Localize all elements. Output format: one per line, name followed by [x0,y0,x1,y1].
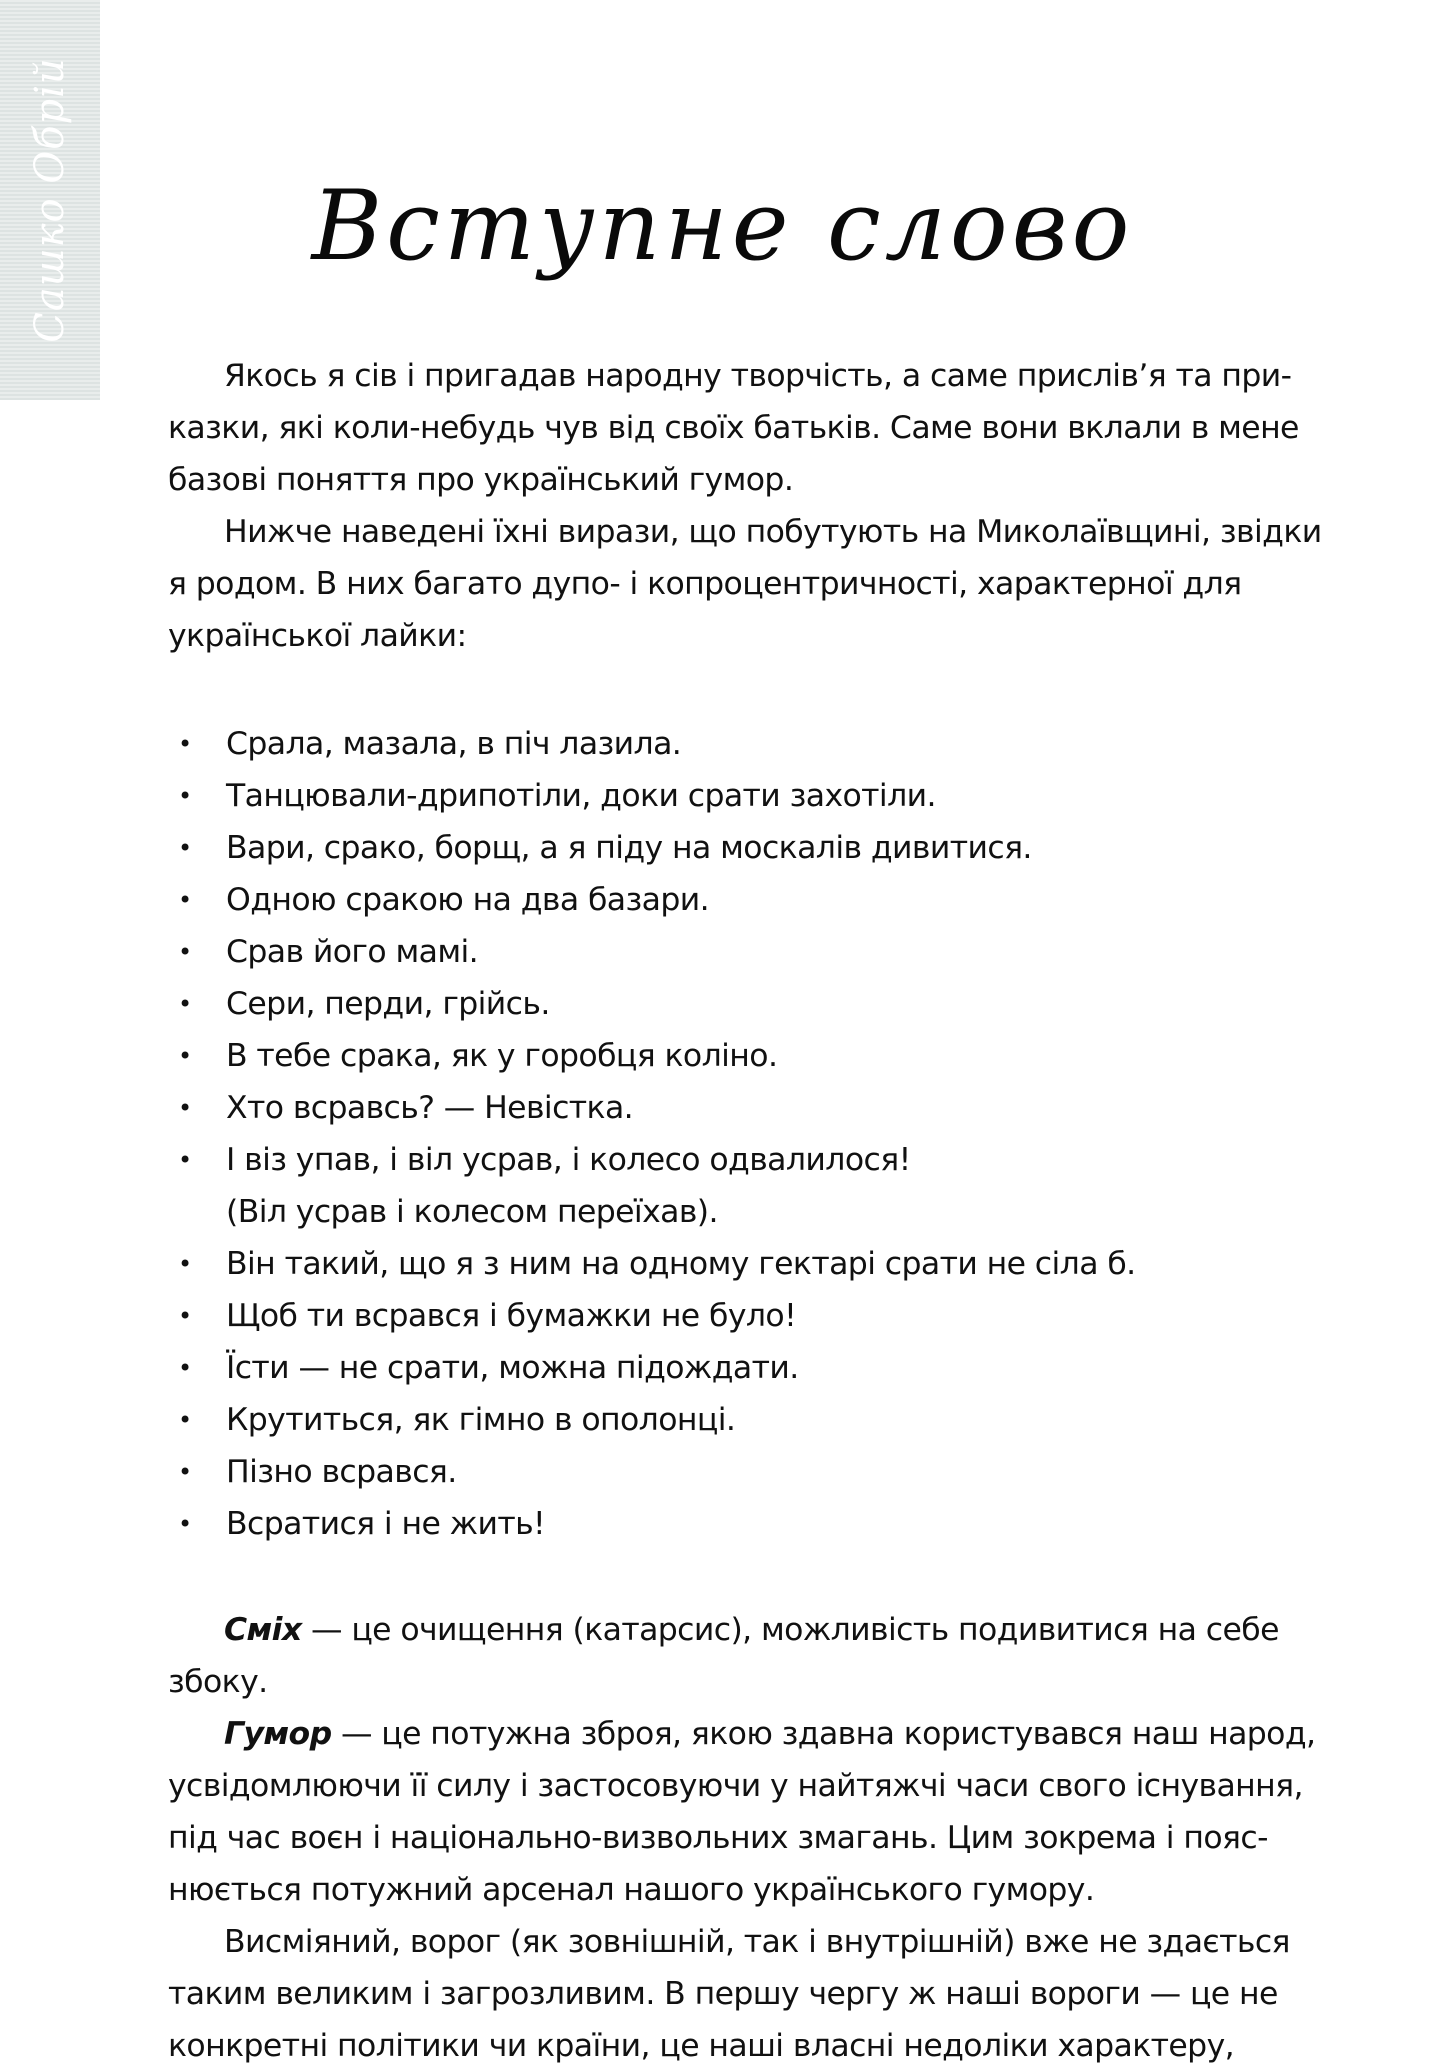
sayings-list [168,718,1338,1550]
list-item: • Хто всравсь? — Невістка. [168,1082,1338,1134]
list-item: • Він такий, що я з ним на одному гектарі срати не сіла б. [168,1238,1338,1290]
text-line: української лайки: [168,618,467,654]
text-line: під час воєн і національно-визвольних змагань. Цим зокрема і пояс- [168,1820,1268,1856]
term-smikh: Сміх [224,1612,302,1648]
bullet-icon: • [178,1250,192,1278]
intro-paragraph-2 [168,506,1338,662]
text-line: базові поняття про український гумор. [168,462,794,498]
list-item: • В тебе срака, як у горобця коліно. [168,1030,1338,1082]
text-line: я родом. В них багато дупо- і копроцентричності, характерної для [168,566,1242,602]
author-watermark: Сашко Обрій [27,57,73,343]
text-line: — це потужна зброя, якою здавна користувався наш народ, [331,1716,1316,1752]
list-item: • Вари, срако, борщ, а я піду на москалів дивитися. [168,822,1338,874]
term-humor: Гумор [224,1716,332,1752]
bullet-icon: • [178,886,192,914]
saying-continuation: (Віл усрав і колесом переїхав). [226,1194,718,1230]
text-line: конкретні політики чи країни, це наші власні недоліки характеру, [168,2028,1235,2064]
list-item: • І віз упав, і віл усрав, і колесо одвалилося! (Віл усрав і колесом переїхав). [168,1134,1338,1238]
list-item: • Сери, перди, грійсь. [168,978,1338,1030]
list-item: • Крутиться, як гімно в ополонці. [168,1394,1338,1446]
page-body [168,350,1338,2072]
definition-humor [168,1708,1338,1916]
text-line: Якось я сів і пригадав народну творчість, а саме прислів’я та при- [224,358,1292,394]
bullet-icon: • [178,782,192,810]
bullet-icon: • [178,1094,192,1122]
text-line: усвідомлюючи її силу і застосовуючи у найтяжчі часи свого існування, [168,1768,1303,1804]
bullet-icon: • [178,1406,192,1434]
list-item: • Їсти — не срати, можна підождати. [168,1342,1338,1394]
list-item: • Щоб ти всрався і бумажки не було! [168,1290,1338,1342]
text-line: таким великим і загрозливим. В першу чергу ж наші вороги — це не [168,1976,1278,2012]
bullet-icon: • [178,834,192,862]
bullet-icon: • [178,1146,192,1174]
bullet-icon: • [178,1042,192,1070]
bullet-icon: • [178,1510,192,1538]
list-item: • Всратися і не жить! [168,1498,1338,1550]
list-item: • Срав його мамі. [168,926,1338,978]
intro-paragraph-1 [168,350,1338,506]
text-line: казки, які коли-небудь чув від своїх батьків. Саме вони вклали в мене [168,410,1299,446]
bullet-icon: • [178,990,192,1018]
text-line: Висміяний, ворог (як зовнішній, так і внутрішній) вже не здається [224,1924,1290,1960]
bullet-icon: • [178,730,192,758]
text-line: — це очищення (катарсис), можливість подивитися на себе [301,1612,1279,1648]
page-number-cropped [88,2010,128,2025]
text-line: нюється потужний арсенал нашого українського гумору. [168,1872,1095,1908]
list-item: • Пізно всрався. [168,1446,1338,1498]
bullet-icon: • [178,938,192,966]
list-item: • Одною сракою на два базари. [168,874,1338,926]
closing-paragraph [168,1916,1338,2072]
bullet-icon: • [178,1302,192,1330]
definition-smikh [168,1604,1338,1708]
list-item: • Срала, мазала, в піч лазила. [168,718,1338,770]
text-line: Нижче наведені їхні вирази, що побутують на Миколаївщині, звідки [224,514,1322,550]
text-line: збоку. [168,1664,268,1700]
bullet-icon: • [178,1354,192,1382]
list-item: • Танцювали-дрипотіли, доки срати захотіли. [168,770,1338,822]
bullet-icon: • [178,1458,192,1486]
page-title: Вступне слово [311,170,1134,282]
